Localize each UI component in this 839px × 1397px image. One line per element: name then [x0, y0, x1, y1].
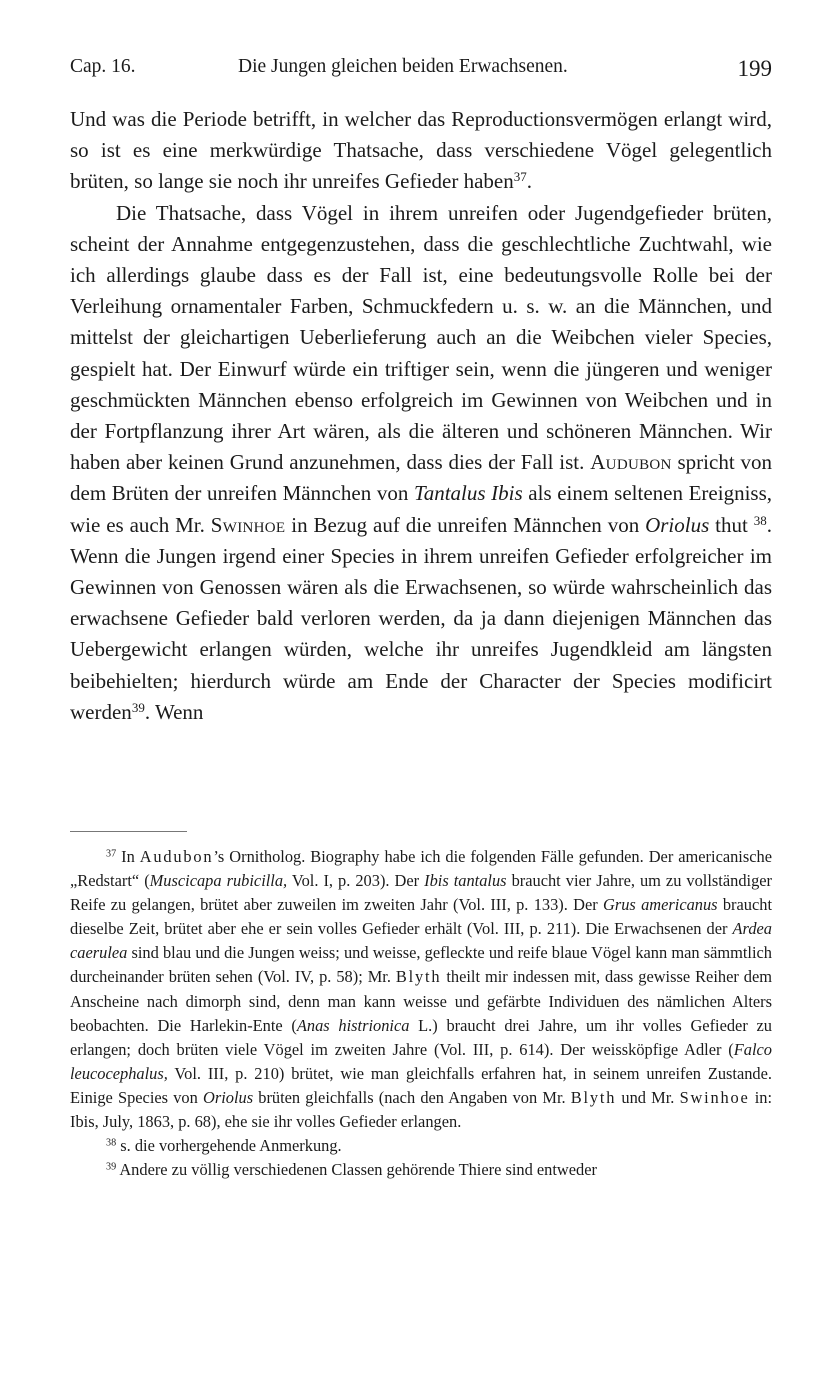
text-run: theilt mir indessen mit, dass gewisse Reiher dem Anscheine nach dimorph sind, denn man kann weisse und gefärbte Individuen des nämlichen Alters beobachten. Die Harlekin-Ente ( — [70, 967, 772, 1035]
species-name: Anas histrionica — [296, 1015, 410, 1035]
species-name: Ibis tantalus — [424, 871, 507, 891]
text-run: brüten gleichfalls (nach den Angaben von Mr. — [253, 1087, 571, 1107]
species-name: Oriolus — [645, 512, 710, 537]
text-run: Vol. I, p. 203). Der — [287, 871, 425, 891]
text-run: thut — [709, 512, 754, 537]
page-number: 199 — [737, 56, 772, 81]
footnotes — [70, 845, 772, 1182]
species-name: Oriolus — [202, 1087, 254, 1107]
running-header — [70, 56, 772, 86]
species-name: Ardea caerulea — [70, 919, 772, 963]
text-run: . Wenn die Jungen irgend einer Species in ihrem unreifen Gefieder erfolgreicher im Gewinnen von Genossen wären als die Erwachsenen, so würde wahrscheinlich das erwachsene Gefieder bald verloren werden, da ja dann diejenigen Männchen das Uebergewicht erlangen würden, welche ihr unreifes Jugendkleid am längsten beibehielten; hierdurch würde am Ende der Character der Species modificirt werden — [70, 512, 773, 724]
text-run: Andere zu völlig verschiedenen Classen gehörende Thiere sind entweder — [116, 1160, 597, 1180]
species-name: Grus americanus — [603, 895, 718, 915]
text-run: L.) braucht drei Jahre, um ihr volles Gefieder zu erlangen; doch brüten viele Vögel im zweiten Jahre (Vol. III, p. 614). Der weissköpfige Adler ( — [70, 1015, 772, 1059]
author-name: Swinhoe — [679, 1087, 750, 1107]
text-run: braucht vier Jahre, um zu vollständiger Reife zu gelangen, brütet aber zuweilen im zweiten Jahr (Vol. III, p. 133). Der — [70, 871, 772, 915]
footnote-marker: 38 — [106, 1137, 117, 1149]
footnote-marker: 39 — [106, 1161, 117, 1173]
author-name: Swinhoe — [210, 512, 286, 537]
text-run: In — [116, 847, 140, 866]
paragraph-1 — [70, 104, 772, 198]
text-run: spricht von dem Brüten der unreifen Männchen von — [70, 450, 772, 506]
footnote-ref-38: 38 — [753, 512, 767, 528]
text-run: sind blau und die Jungen weiss; und weisse, gefleckte und reife blaue Vögel kann man sämmtlich durcheinander brüten sehen (Vol. IV, p. 58); Mr. — [70, 943, 772, 987]
author-name: Blyth — [570, 1087, 617, 1107]
footnote-39 — [70, 1158, 772, 1182]
text-run: Vol. III, p. 210) brütet, wie man gleichfalls erfahren hat, in seinem unreifen Zustande. Einige Species von — [70, 1063, 772, 1107]
footnote-divider — [70, 831, 187, 832]
text-run: und Mr. — [616, 1087, 680, 1107]
text-run: braucht dieselbe Zeit, brütet aber ehe er sein volles Gefieder erhält (Vol. III, p. 211). Die Erwachsenen der — [70, 895, 773, 939]
text-run: ’s Ornitholog. Biography habe ich die folgenden Fälle gefunden. Der americanische „Redstart“ ( — [70, 847, 772, 891]
text-run: in Bezug auf die unreifen Männchen von — [285, 512, 646, 537]
footnote-37 — [70, 845, 772, 1134]
footnote-marker: 37 — [106, 848, 117, 860]
footnote-ref-37: 37 — [513, 169, 527, 185]
species-name: Tantalus Ibis — [413, 481, 523, 506]
author-name: Audubon — [139, 847, 214, 866]
species-name: Muscicapa rubicilla, — [149, 871, 288, 891]
text-run: . Wenn — [144, 699, 204, 724]
footnote-38 — [70, 1134, 772, 1158]
footnote-ref-39: 39 — [131, 699, 145, 715]
author-name: Audubon — [590, 450, 672, 475]
main-text — [70, 104, 772, 728]
text-run: s. die vorhergehende Anmerkung. — [116, 1136, 342, 1156]
species-name: Falco leucocephalus, — [70, 1039, 772, 1083]
text-run: Die Thatsache, dass Vögel in ihrem unreifen oder Jugendgefieder brüten, scheint der Annahme entgegenzustehen, dass die geschlechtliche Zuchtwahl, wie ich allerdings glaube dass es der Fall ist, eine bedeutungsvolle Rolle bei der Verleihung ornamentaler Farben, Schmuckfedern u. s. w. an die Männchen, und mittelst der gleichartigen Ueberlieferung auch an die Weibchen vieler Species, gespielt hat. Der Einwurf würde ein triftiger sein, wenn die jüngeren und weniger geschmückten Männchen ebenso erfolgreich im Gewinnen von Weibchen und in der Fortpflanzung ihrer Art wären, als die älteren und schöneren Männchen. Wir haben aber keinen Grund anzunehmen, dass dies der Fall ist. — [70, 200, 772, 475]
text-run: als einem seltenen Ereigniss, wie es auch Mr. — [70, 481, 772, 537]
text-run: Und was die Periode betrifft, in welcher das Reproductionsvermögen erlangt wird, so ist es eine merkwürdige Thatsache, dass verschiedene Vögel gelegentlich brüten, so lange sie noch ihr unreifes Gefieder haben — [70, 107, 772, 194]
paragraph-2 — [70, 198, 772, 728]
author-name: Blyth — [395, 967, 442, 987]
running-title: Die Jungen gleichen beiden Erwachsenen. — [238, 56, 568, 77]
chapter-label: Cap. 16. — [70, 56, 136, 77]
text-run: . — [526, 169, 533, 194]
text-run: in: Ibis, July, 1863, p. 68), ehe sie ihr volles Gefieder erlangen. — [70, 1087, 773, 1132]
